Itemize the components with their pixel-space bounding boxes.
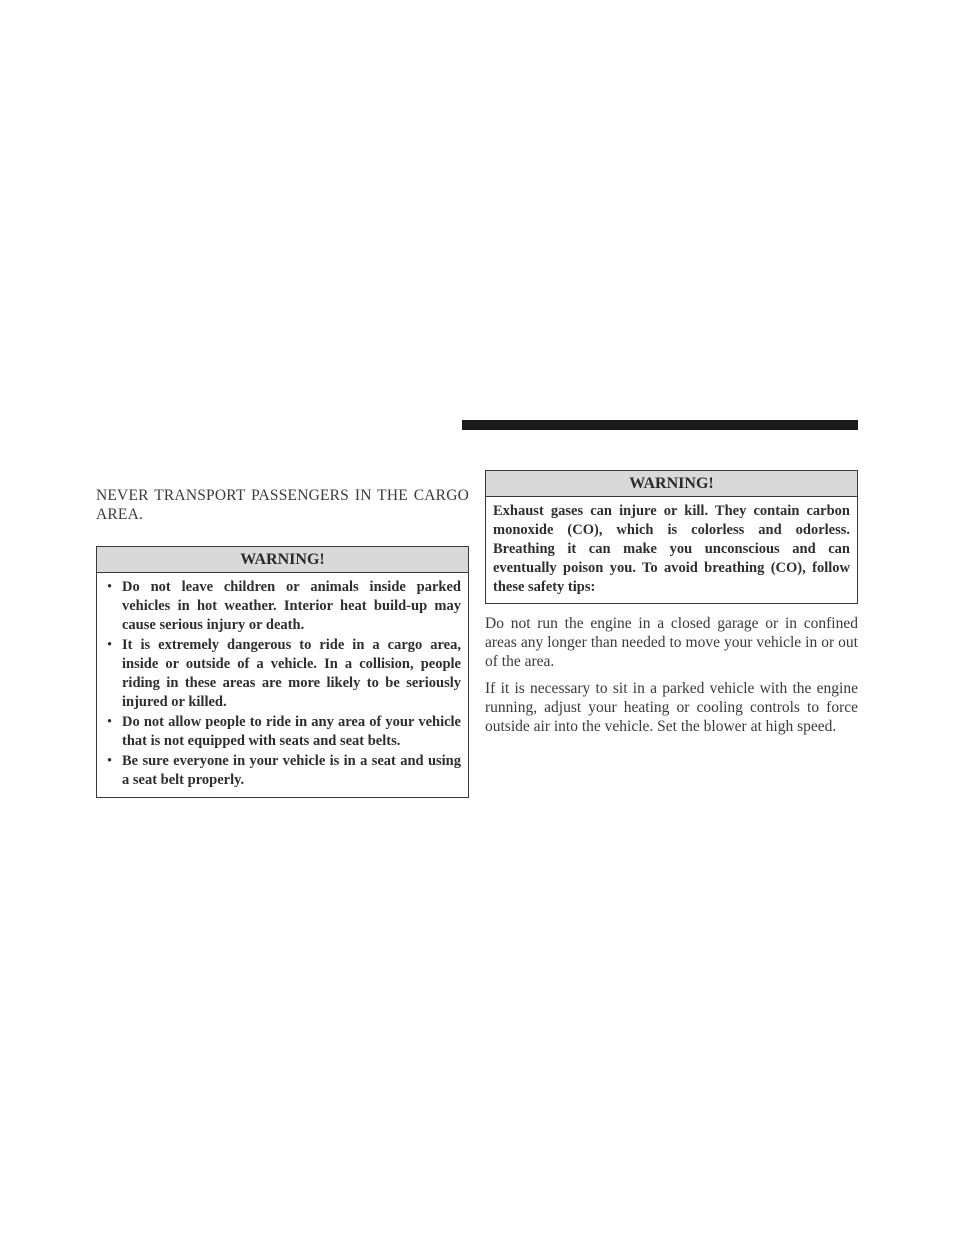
warning-item-text: Do not leave children or animals inside parked vehicles in hot weather. Interior heat build-up may cause serious injury or death. xyxy=(122,579,461,633)
exhaust-warning-box xyxy=(485,470,858,604)
warning-item-text: Be sure everyone in your vehicle is in a seat and using a seat belt properly. xyxy=(122,753,461,788)
left-column xyxy=(96,486,469,808)
warning-list-item xyxy=(104,578,461,635)
body-paragraph: Do not run the engine in a closed garage or in confined areas any longer than needed to move your vehicle in or out of the area. xyxy=(485,615,858,670)
warning-list-item xyxy=(104,713,461,751)
right-column xyxy=(485,470,858,744)
warning-list xyxy=(104,578,461,790)
passenger-warning-box xyxy=(96,546,469,798)
bullet-icon: • xyxy=(107,753,113,769)
warning-list-item xyxy=(104,752,461,790)
warning-title: WARNING! xyxy=(486,471,857,497)
warning-item-text: Do not allow people to ride in any area of your vehicle that is not equipped with seats and seat belts. xyxy=(122,714,461,749)
warning-title: WARNING! xyxy=(97,547,468,573)
bullet-icon: • xyxy=(107,637,113,653)
section-header-bar xyxy=(462,420,858,430)
cargo-area-notice: NEVER TRANSPORT PASSENGERS IN THE CARGO AREA. xyxy=(96,487,469,523)
warning-item-text: It is extremely dangerous to ride in a cargo area, inside or outside of a vehicle. In a collision, people riding in these areas are more likely to be seriously injured or killed. xyxy=(122,637,461,710)
bullet-icon: • xyxy=(107,714,113,730)
warning-body xyxy=(97,573,468,797)
body-paragraph: If it is necessary to sit in a parked vehicle with the engine running, adjust your heating or cooling controls to force outside air into the vehicle. Set the blower at high speed. xyxy=(485,680,858,735)
exhaust-warning-text: Exhaust gases can injure or kill. They contain carbon monoxide (CO), which is colorless and odorless. Breathing it can make you unconscious and can eventually poison you. To avoid breathing (CO), follow these safety tips: xyxy=(493,503,850,595)
warning-list-item xyxy=(104,636,461,712)
bullet-icon: • xyxy=(107,579,113,595)
